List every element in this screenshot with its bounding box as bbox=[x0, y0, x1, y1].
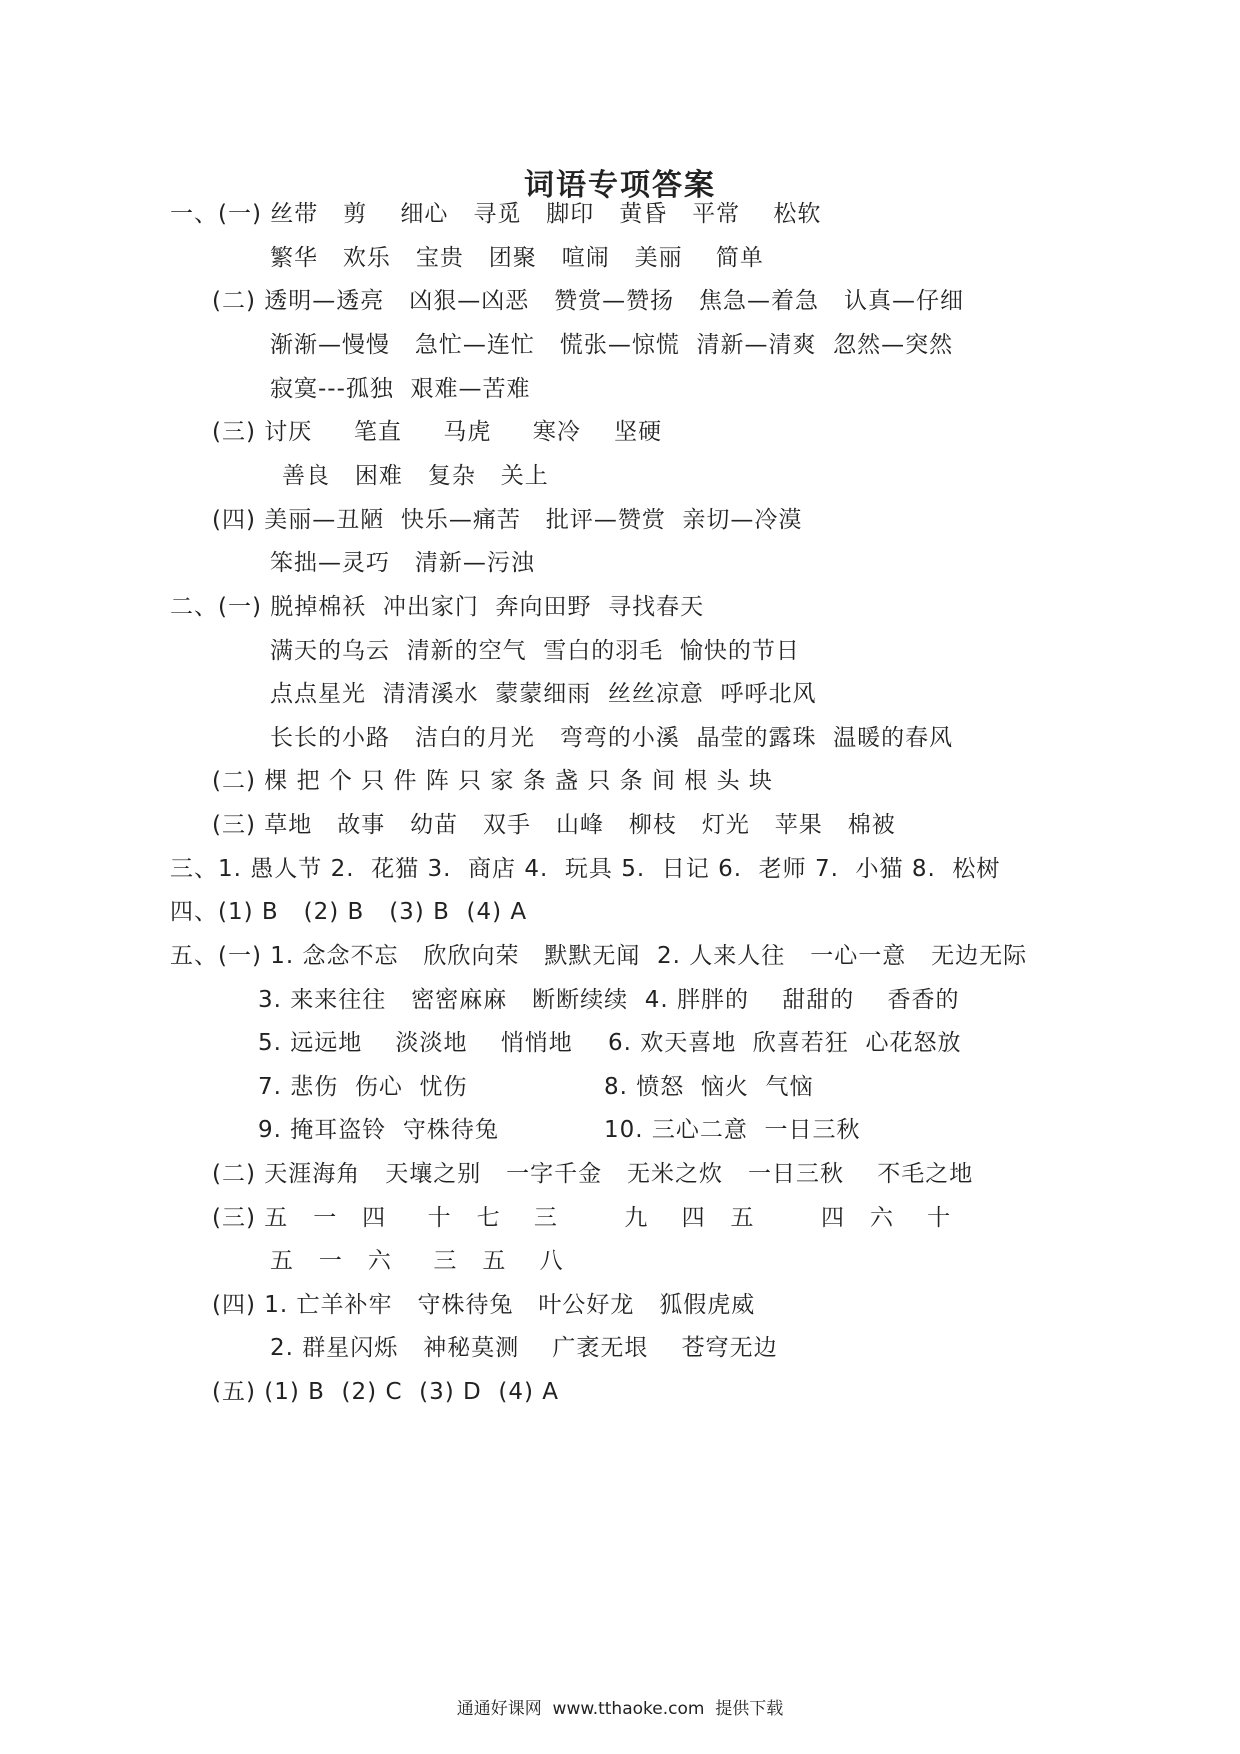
s2-line-5: (二) 棵 把 个 只 件 阵 只 家 条 盏 只 条 间 根 头 块 bbox=[212, 768, 773, 794]
s2-line-6: (三) 草地 故事 幼苗 双手 山峰 柳枝 灯光 苹果 棉被 bbox=[212, 812, 896, 838]
s3-line-1: 三、1. 愚人节 2. 花猫 3. 商店 4. 玩具 5. 日记 6. 老师 7. 小猫 8. 松树 bbox=[170, 856, 1001, 882]
s2-line-2: 满天的乌云 清新的空气 雪白的羽毛 愉快的节日 bbox=[270, 638, 800, 664]
s5-line-4b: 8. 愤怒 恼火 气恼 bbox=[604, 1074, 814, 1100]
s1-line-6: (三) 讨厌 笔直 马虎 寒冷 坚硬 bbox=[212, 419, 663, 445]
s5-line-4a: 7. 悲伤 伤心 忧伤 bbox=[258, 1074, 468, 1100]
s5-line-1: 五、(一) 1. 念念不忘 欣欣向荣 默默无闻 2. 人来人往 一心一意 无边无际 bbox=[170, 943, 1028, 969]
page-title: 词语专项答案 bbox=[524, 168, 716, 203]
s5-line-5a: 9. 掩耳盗铃 守株待兔 bbox=[258, 1117, 499, 1143]
s1-line-8: (四) 美丽—丑陋 快乐—痛苦 批评—赞赏 亲切—冷漠 bbox=[212, 507, 803, 533]
s5-line-6: (二) 天涯海角 天壤之别 一字千金 无米之炊 一日三秋 不毛之地 bbox=[212, 1161, 974, 1187]
s2-line-4: 长长的小路 洁白的月光 弯弯的小溪 晶莹的露珠 温暖的春风 bbox=[270, 725, 954, 751]
s2-line-3: 点点星光 清清溪水 蒙蒙细雨 丝丝凉意 呼呼北风 bbox=[270, 681, 817, 707]
s5-line-9: (四) 1. 亡羊补牢 守株待兔 叶公好龙 狐假虎威 bbox=[212, 1292, 756, 1318]
s5-line-10: 2. 群星闪烁 神秘莫测 广袤无垠 苍穹无边 bbox=[270, 1335, 778, 1361]
s1-line-9: 笨拙—灵巧 清新—污浊 bbox=[270, 550, 535, 576]
s1-line-7: 善良 困难 复杂 关上 bbox=[282, 463, 549, 489]
s2-line-1: 二、(一) 脱掉棉袄 冲出家门 奔向田野 寻找春天 bbox=[170, 594, 705, 620]
s1-line-1: 一、(一) 丝带 剪 细心 寻觅 脚印 黄昏 平常 松软 bbox=[170, 201, 822, 227]
s5-line-11: (五) (1) B (2) C (3) D (4) A bbox=[212, 1379, 559, 1405]
s5-line-8: 五 一 六 三 五 八 bbox=[270, 1248, 564, 1274]
s1-line-4: 渐渐—慢慢 急忙—连忙 慌张—惊慌 清新—清爽 忽然—突然 bbox=[270, 332, 954, 358]
s5-line-2: 3. 来来往往 密密麻麻 断断续续 4. 胖胖的 甜甜的 香香的 bbox=[258, 987, 960, 1013]
footer-credit: 通通好课网 www.tthaoke.com 提供下载 bbox=[456, 1699, 784, 1719]
s4-line-1: 四、(1) B (2) B (3) B (4) A bbox=[170, 899, 528, 925]
s1-line-3: (二) 透明—透亮 凶狠—凶恶 赞赏—赞扬 焦急—着急 认真—仔细 bbox=[212, 288, 964, 314]
s5-line-7: (三) 五 一 四 十 七 三 九 四 五 四 六 十 bbox=[212, 1205, 952, 1231]
s1-line-2: 繁华 欢乐 宝贵 团聚 喧闹 美丽 简单 bbox=[270, 245, 764, 271]
s5-line-3b: 6. 欢天喜地 欣喜若狂 心花怒放 bbox=[608, 1030, 962, 1056]
s5-line-3a: 5. 远远地 淡淡地 悄悄地 bbox=[258, 1030, 573, 1056]
s1-line-5: 寂寞---孤独 艰难—苦难 bbox=[270, 376, 531, 402]
s5-line-5b: 10. 三心二意 一日三秋 bbox=[604, 1117, 861, 1143]
